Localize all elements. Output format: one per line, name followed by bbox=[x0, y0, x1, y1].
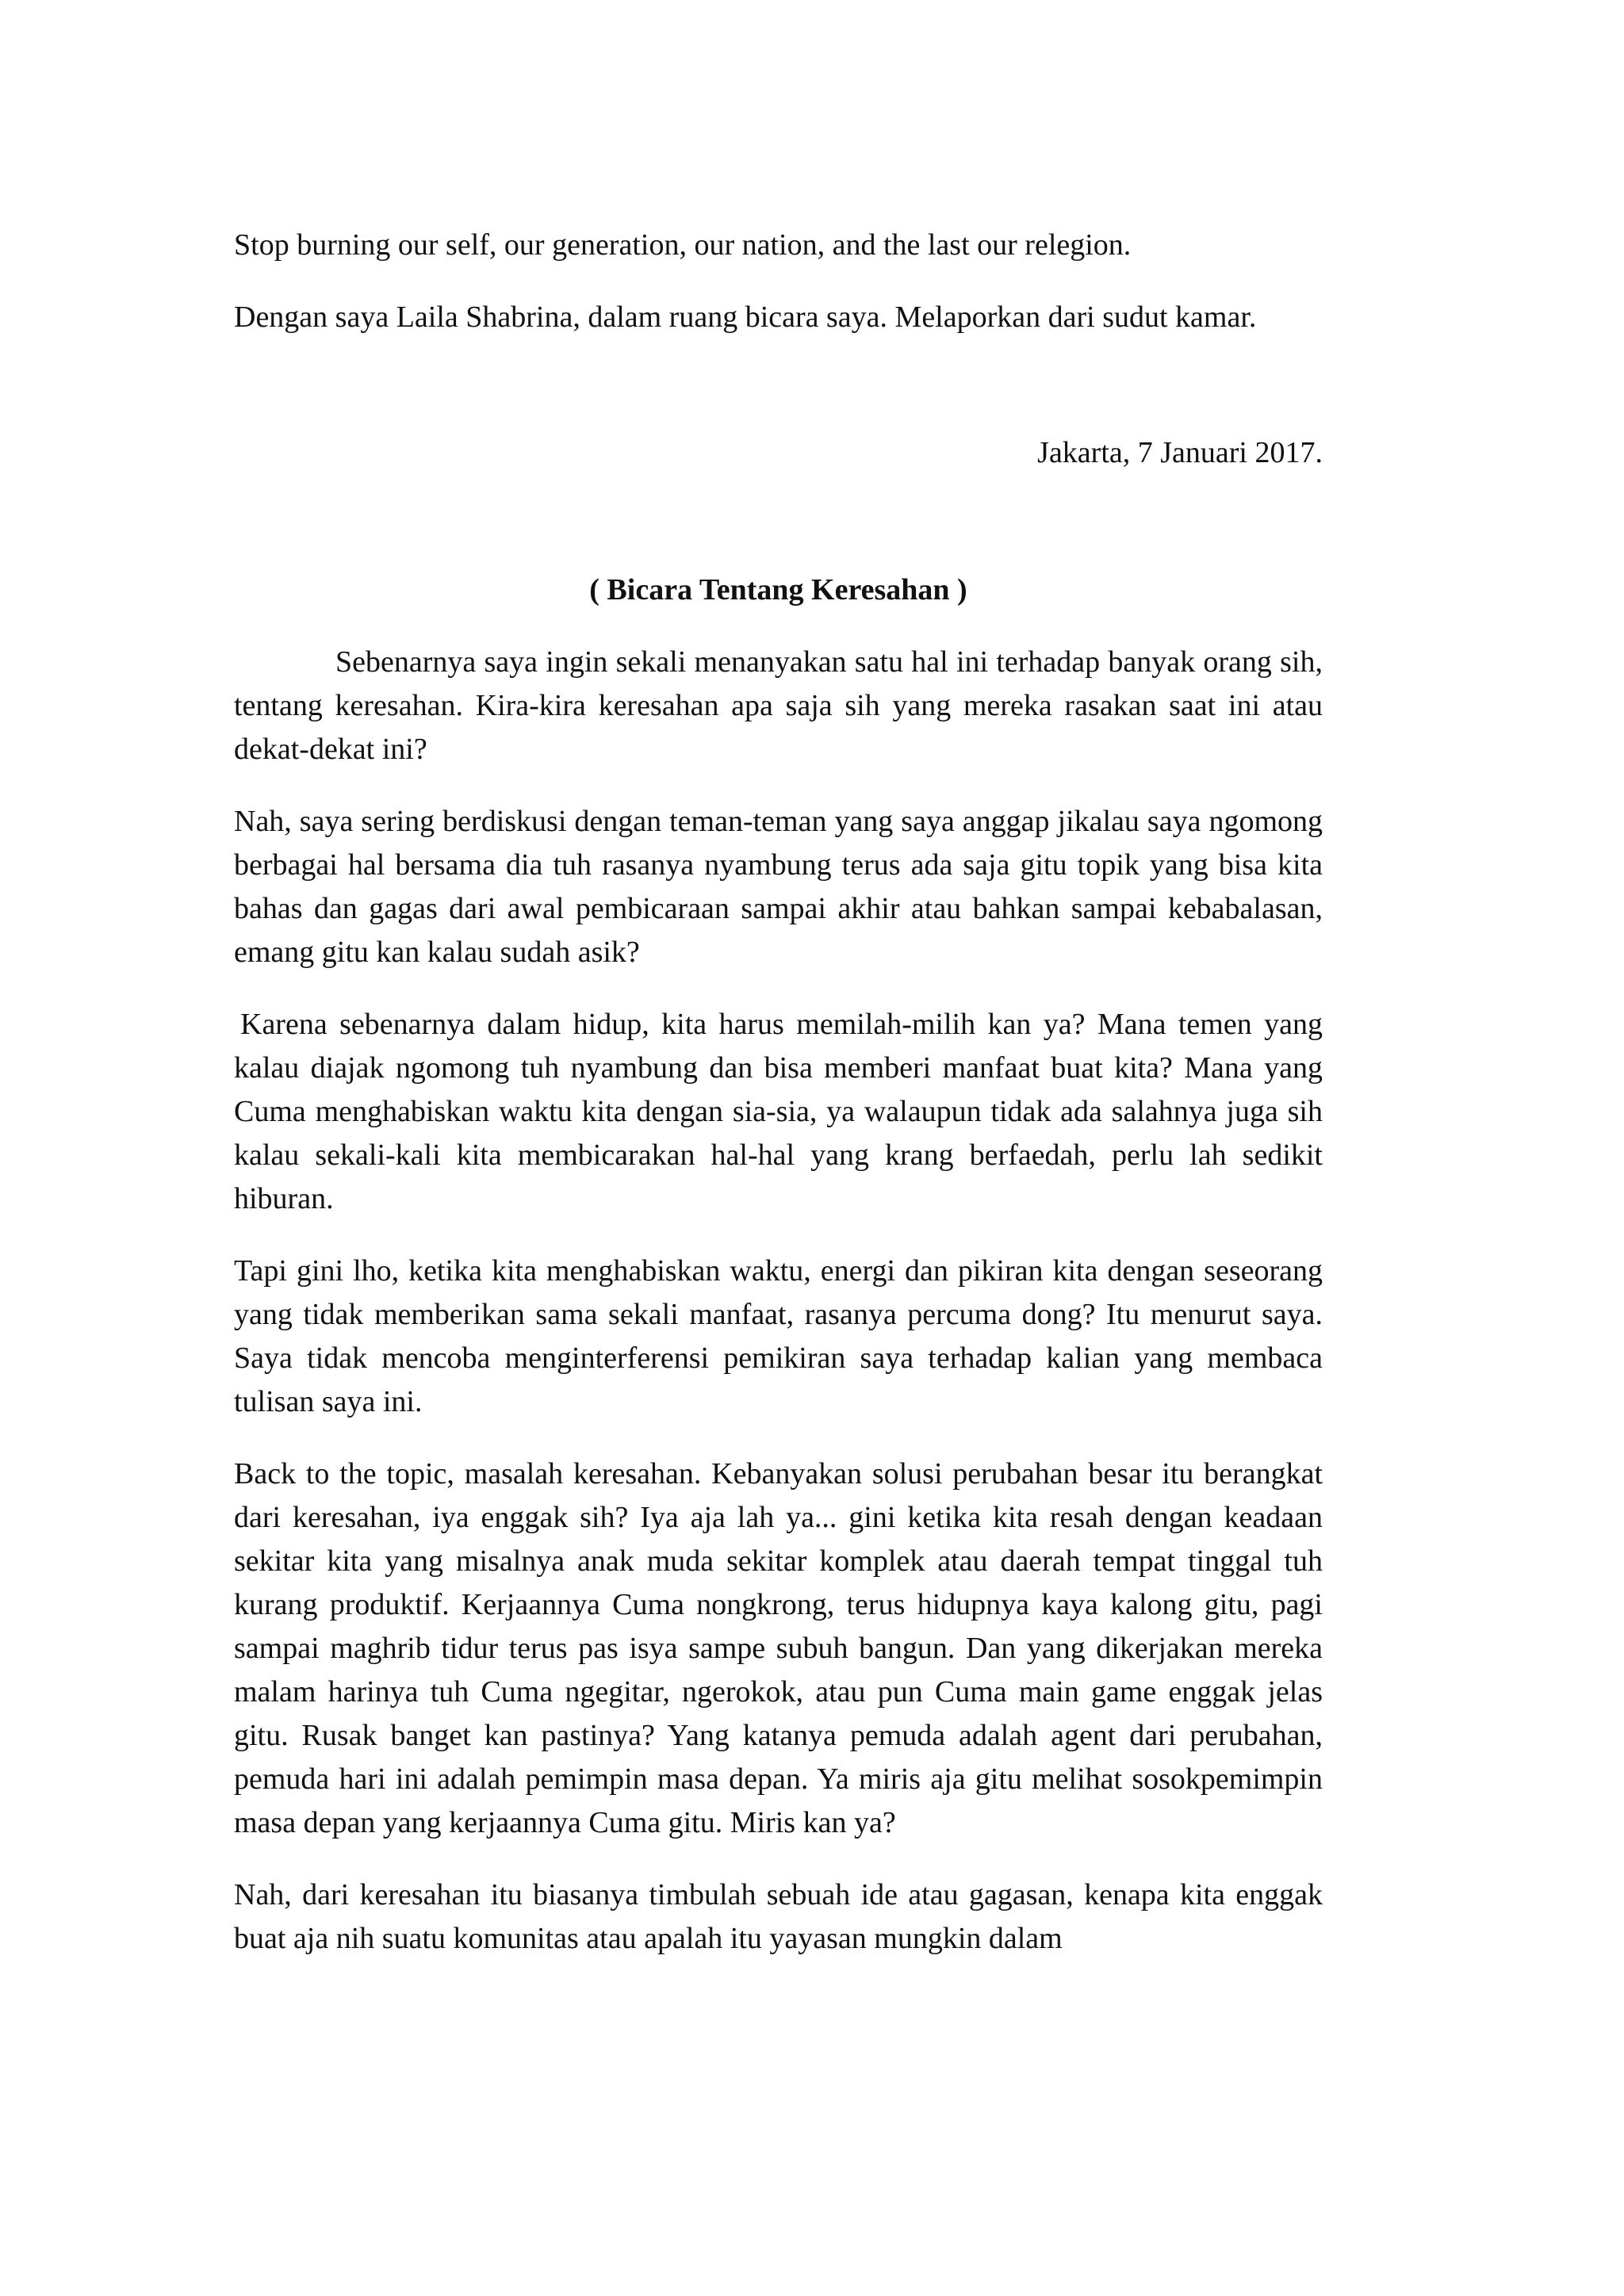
date-line: Jakarta, 7 Januari 2017. bbox=[1037, 436, 1323, 469]
spacer bbox=[234, 475, 1323, 568]
body-paragraph-1: Sebenarnya saya ingin sekali menanyakan satu hal ini terhadap banyak orang sih, tentang keresahan. Kira-kira keresahan apa saja sih yang mereka rasakan saat ini atau dekat-dekat ini? bbox=[234, 645, 1323, 766]
body-paragraph-6: Nah, dari keresahan itu biasanya timbulah sebuah ide atau gagasan, kenapa kita enggak buat aja nih suatu komunitas atau apalah itu yayasan mungkin dalam bbox=[234, 1878, 1323, 1955]
body-paragraph-2: Nah, saya sering berdiskusi dengan teman-teman yang saya anggap jikalau saya ngomong berbagai hal bersama dia tuh rasanya nyambung terus ada saja gitu topik yang bisa kita bahas dan gagas dari awal pembicaraan sampai akhir atau bahkan sampai kebabalasan, emang gitu kan kalau sudah asik? bbox=[234, 805, 1323, 969]
document-body bbox=[234, 224, 1323, 1989]
document-title: ( Bicara Tentang Keresahan ) bbox=[589, 573, 967, 607]
body-paragraph-4: Tapi gini lho, ketika kita menghabiskan waktu, energi dan pikiran kita dengan seseorang yang tidak memberikan sama sekali manfaat, rasanya percuma dong? Itu menurut saya. Saya tidak mencoba menginterferensi pemikiran saya terhadap kalian yang membaca tulisan saya ini. bbox=[234, 1254, 1323, 1418]
spacer bbox=[234, 368, 1323, 431]
intro-line: Stop burning our self, our generation, our nation, and the last our relegion. bbox=[234, 228, 1132, 262]
body-paragraph-3: Karena sebenarnya dalam hidup, kita harus memilah-milih kan ya? Mana temen yang kalau diajak ngomong tuh nyambung dan bisa memberi manfaat buat kita? Mana yang Cuma menghabiskan waktu kita dengan sia-sia, ya walaupun tidak ada salahnya juga sih kalau sekali-kali kita membicarakan hal-hal yang krang berfaedah, perlu lah sedikit hiburan. bbox=[234, 1008, 1323, 1215]
signoff-paragraph: Dengan saya Laila Shabrina, dalam ruang bicara saya. Melaporkan dari sudut kamar. bbox=[234, 300, 1257, 334]
body-paragraph-5: Back to the topic, masalah keresahan. Kebanyakan solusi perubahan besar itu berangkat dari keresahan, iya enggak sih? Iya aja lah ya... gini ketika kita resah dengan keadaan sekitar kita yang misalnya anak muda sekitar komplek atau daerah tempat tinggal tuh kurang produktif. Kerjaannya Cuma nongkrong, terus hidupnya kaya kalong gitu, pagi sampai maghrib tidur terus pas isya sampe subuh bangun. Dan yang dikerjakan mereka malam harinya tuh Cuma ngegitar, ngerokok, atau pun Cuma main game enggak jelas gitu. Rusak banget kan pastinya? Yang katanya pemuda adalah agent dari perubahan, pemuda hari ini adalah pemimpin masa depan. Ya miris aja gitu melihat sosokpemimpin masa depan yang kerjaannya Cuma gitu. Miris kan ya? bbox=[234, 1457, 1323, 1839]
